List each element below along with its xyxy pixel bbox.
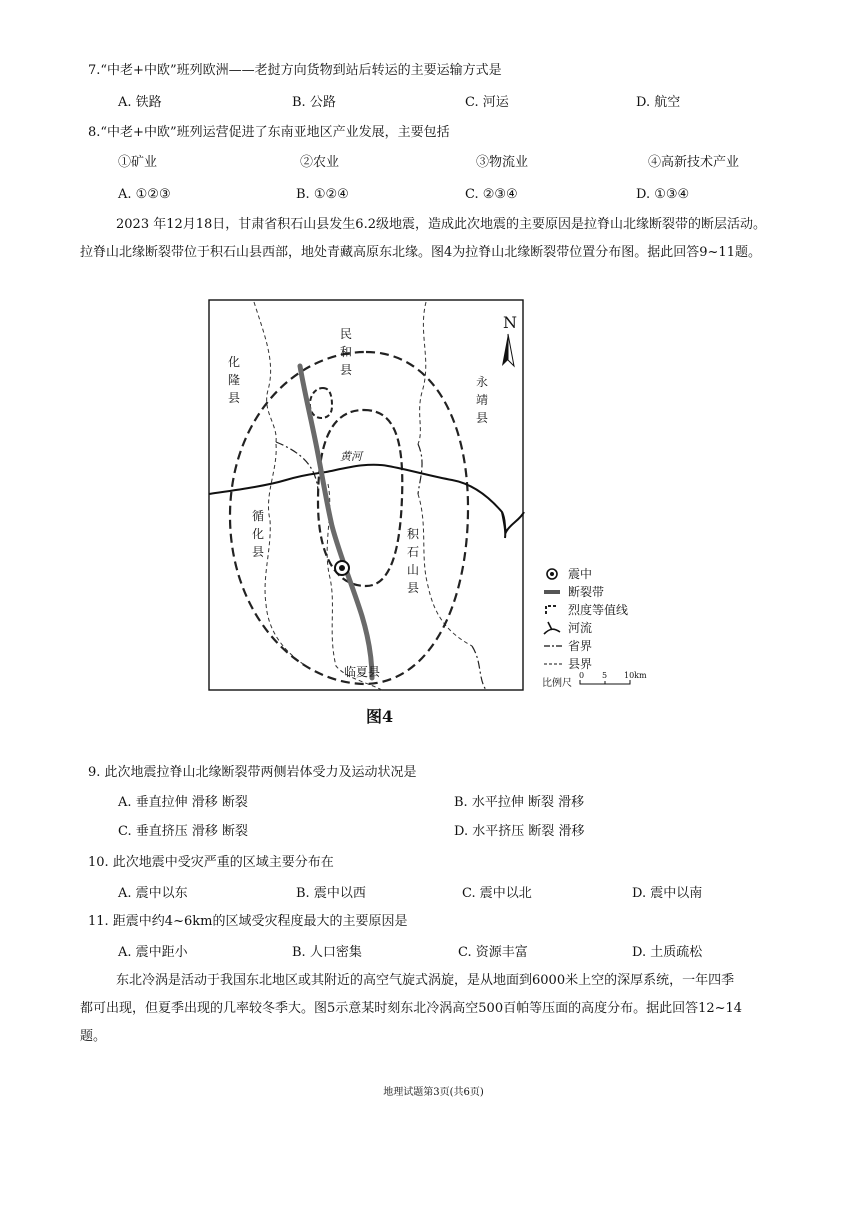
legend-river-icon — [544, 622, 560, 634]
option-c[interactable]: C. 资源丰富 — [458, 945, 528, 960]
intro-paragraph-2-line-2: 都可出现，但夏季出现的几率较冬季大。图5示意某时刻东北冷涡高空500百帕等压面的高度分布。据此回答12~14 — [80, 1001, 743, 1016]
option-c[interactable]: C. 震中以北 — [462, 886, 532, 901]
option-b[interactable]: B. 人口密集 — [292, 945, 362, 960]
option-d[interactable]: D. ①③④ — [636, 187, 690, 202]
county-label-minhe: 民和县 — [340, 327, 353, 377]
county-label-linxia: 临夏县 — [344, 665, 381, 679]
option-a[interactable]: A. 铁路 — [118, 95, 162, 110]
option-d[interactable]: D. 震中以南 — [632, 886, 703, 901]
option-b[interactable]: B. ①②④ — [296, 187, 349, 202]
map-legend — [542, 566, 647, 689]
figure-4-fault-map — [206, 294, 656, 734]
intro-paragraph-2-line-3: 题。 — [80, 1029, 107, 1044]
question-9-options-row-2 — [118, 823, 818, 841]
river-label: 黄河 — [340, 450, 362, 463]
scale-bar-icon — [580, 680, 630, 684]
question-7-stem: 7.“中老+中欧”班列欧洲——老挝方向货物到站后转运的主要运输方式是 — [88, 63, 502, 78]
question-10-options — [118, 885, 818, 903]
page-footer: 地理试题第3页(共6页) — [383, 1087, 484, 1098]
option-c[interactable]: C. 垂直挤压 滑移 断裂 — [118, 824, 249, 839]
intro-paragraph-2-line-1: 东北冷涡是活动于我国东北地区或其附近的高空气旋式涡旋，是从地面到6000米上空的深厚系统，一年四季 — [116, 973, 735, 988]
option-d[interactable]: D. 土质疏松 — [632, 945, 703, 960]
legend-river-label: 河流 — [568, 621, 593, 635]
intro-paragraph-1-line-1: 2023 年12月18日，甘肃省积石山县发生6.2级地震，造成此次地震的主要原因是拉脊山北缘断裂带的断层活动。 — [116, 217, 766, 232]
scale-tick-10: 10km — [624, 671, 647, 680]
scale-tick-0: 0 — [579, 671, 585, 680]
question-8-stem: 8.“中老+中欧”班列运营促进了东南亚地区产业发展，主要包括 — [88, 125, 450, 140]
option-d[interactable]: D. 水平挤压 断裂 滑移 — [454, 824, 585, 839]
county-label-hualong: 化隆县 — [228, 355, 241, 405]
question-8-items — [118, 154, 818, 172]
epicenter-marker — [335, 561, 349, 575]
intro-paragraph-1-line-2: 拉脊山北缘断裂带位于积石山县西部，地处青藏高原东北缘。图4为拉脊山北缘断裂带位置分布图。据此回答9~11题。 — [80, 245, 761, 260]
scale-tick-5: 5 — [602, 671, 608, 680]
item-3: ③物流业 — [476, 155, 529, 170]
option-d[interactable]: D. 航空 — [636, 95, 681, 110]
question-11-stem: 11. 距震中约4~6km的区域受灾程度最大的主要原因是 — [88, 914, 408, 929]
legend-epicenter-label: 震中 — [568, 567, 593, 581]
option-a[interactable]: A. 震中距小 — [118, 945, 188, 960]
legend-isoline-icon — [546, 606, 556, 616]
question-11-options — [118, 944, 818, 962]
legend-fault-label: 断裂带 — [568, 585, 605, 599]
option-b[interactable]: B. 震中以西 — [296, 886, 366, 901]
question-7-options — [118, 94, 818, 112]
item-1: ①矿业 — [118, 155, 158, 170]
option-c[interactable]: C. 河运 — [465, 95, 509, 110]
scale-label: 比例尺 — [542, 678, 572, 689]
option-a[interactable]: A. 垂直拉伸 滑移 断裂 — [118, 795, 248, 810]
figure-caption: 图4 — [366, 707, 394, 726]
legend-isoline-label: 烈度等值线 — [568, 603, 629, 617]
question-9-stem: 9. 此次地震拉脊山北缘断裂带两侧岩体受力及运动状况是 — [88, 765, 417, 780]
legend-county-border-label: 县界 — [568, 657, 593, 671]
county-label-yongjing: 永靖县 — [476, 375, 489, 425]
item-2: ②农业 — [300, 155, 340, 170]
question-10-stem: 10. 此次地震中受灾严重的区域主要分布在 — [88, 855, 334, 870]
option-a[interactable]: A. ①②③ — [118, 187, 171, 202]
item-4: ④高新技术产业 — [648, 155, 740, 170]
north-label: N — [503, 313, 517, 332]
legend-province-border-label: 省界 — [568, 639, 593, 653]
option-c[interactable]: C. ②③④ — [465, 187, 518, 202]
option-a[interactable]: A. 震中以东 — [118, 886, 188, 901]
option-b[interactable]: B. 水平拉伸 断裂 滑移 — [454, 795, 585, 810]
county-label-xunhua: 循化县 — [252, 509, 265, 559]
county-label-jishishan: 积石山县 — [407, 527, 420, 595]
question-8-options — [118, 186, 818, 204]
option-b[interactable]: B. 公路 — [292, 95, 336, 110]
question-9-options-row-1 — [118, 794, 818, 812]
